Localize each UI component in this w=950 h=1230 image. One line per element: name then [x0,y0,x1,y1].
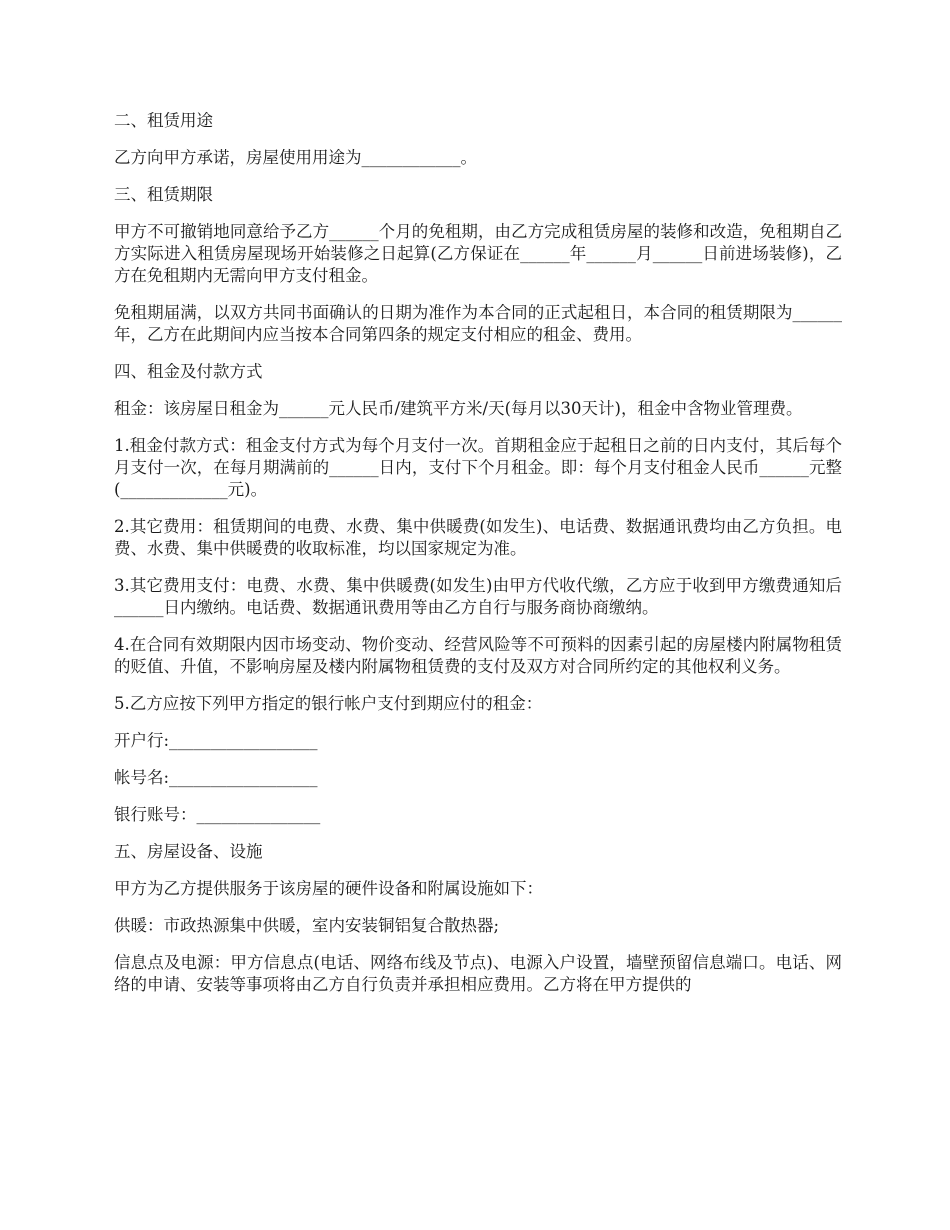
paragraph-lease-term: 免租期届满，以双方共同书面确认的日期为准作为本合同的正式起租日，本合同的租赁期限为______年，乙方在此期间内应当按本合同第四条的规定支付相应的租金、费用。 [114,303,842,344]
paragraph-rent-free-period: 甲方不可撤销地同意给予乙方______个月的免租期，由乙方完成租赁房屋的装修和改造，免租期自乙方实际进入租赁房屋现场开始装修之日起算(乙方保证在______年______月______日前进场装修)，乙方在免租期内无需向甲方支付租金。 [114,222,842,285]
paragraph-other-fees-payment: 3.其它费用支付：电费、水费、集中供暖费(如发生)由甲方代收代缴，乙方应于收到甲方缴费通知后______日内缴纳。电话费、数据通讯费用等由乙方自行与服务商协商缴纳。 [114,576,842,617]
section-heading-usage: 二、租赁用途 [114,111,213,130]
paragraph-rent-rate: 租金：该房屋日租金为______元人民币/建筑平方米/天(每月以30天计)，租金中含物业管理费。 [114,399,803,418]
document-page [114,110,842,1011]
paragraph-usage-commitment: 乙方向甲方承诺，房屋使用用途为____________。 [114,148,477,167]
paragraph-bank-account-intro: 5.乙方应按下列甲方指定的银行帐户支付到期应付的租金： [114,694,543,713]
paragraph-facilities-intro: 甲方为乙方提供服务于该房屋的硬件设备和附属设施如下： [114,879,543,898]
field-account-number: 银行账号：_______________ [114,805,321,824]
paragraph-information-power: 信息点及电源：甲方信息点(电话、网络布线及节点)、电源入户设置，墙壁预留信息端口。电话、网络的申请、安装等事项将由乙方自行负责并承担相应费用。乙方将在甲方提供的 [114,953,842,994]
section-heading-rent-payment: 四、租金及付款方式 [114,362,263,381]
paragraph-heating: 供暖：市政热源集中供暖，室内安装铜铝复合散热器; [114,916,500,935]
paragraph-other-fees: 2.其它费用：租赁期间的电费、水费、集中供暖费(如发生)、电话费、数据通讯费均由乙方负担。电费、水费、集中供暖费的收取标准，均以国家规定为准。 [114,517,842,558]
section-heading-facilities: 五、房屋设备、设施 [114,842,263,861]
section-heading-term: 三、租赁期限 [114,185,213,204]
paragraph-payment-method: 1.租金付款方式：租金支付方式为每个月支付一次。首期租金应于起租日之前的日内支付，其后每个月支付一次，在每月期满前的______日内，支付下个月租金。即：每个月支付租金人民币______元整(_____________元)。 [114,436,842,499]
field-account-name: 帐号名:__________________ [114,768,318,787]
field-bank-name: 开户行:__________________ [114,731,318,750]
paragraph-market-changes: 4.在合同有效期限内因市场变动、物价变动、经营风险等不可预料的因素引起的房屋楼内附属物租赁的贬值、升值，不影响房屋及楼内附属物租赁费的支付及双方对合同所约定的其他权利义务。 [114,635,842,676]
